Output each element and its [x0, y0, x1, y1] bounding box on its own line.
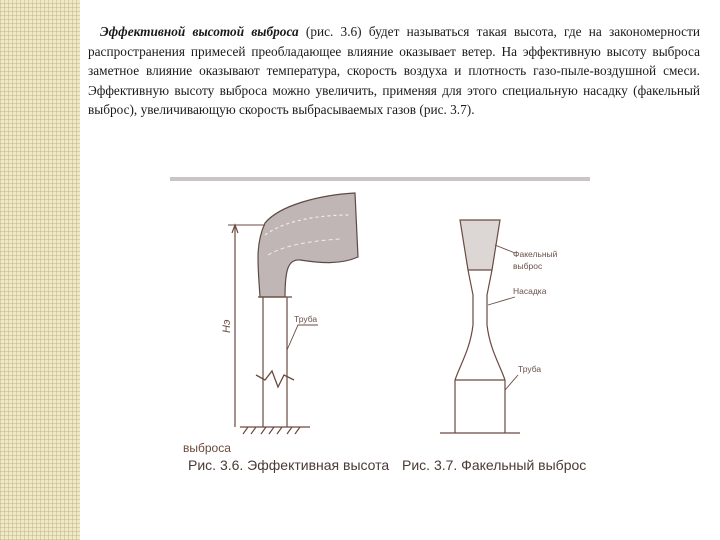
smoke-plume	[258, 193, 358, 297]
caption-figure-3-6: Рис. 3.6. Эффективная высота	[188, 457, 390, 473]
figures-scan	[170, 175, 590, 475]
pipe-label-right: Труба	[518, 364, 542, 374]
torch-plume	[460, 220, 500, 270]
body-paragraph	[88, 22, 700, 120]
caption-figure-3-7: Рис. 3.7. Факельный выброс	[402, 457, 587, 473]
torch-label-line2: выброс	[513, 261, 543, 271]
paragraph-text: (рис. 3.6) будет называться такая высота, где на закономерности распространения примесей преобладающее влияние оказывает ветер. На эффективную высоту выброса заметное влияние оказывают температура, скорость воздуха и плотность газо-пыле-воздушной смеси. Эффективную высоту выброса можно увеличить, применяя для этого специальную насадку (факельный выброс), увеличивающую скорость выбрасываемых газов (рис. 3.7).	[88, 24, 701, 118]
effective-height-label: Hэ	[221, 319, 233, 333]
figure-effective-height	[228, 193, 358, 434]
figure-torch-emission	[440, 220, 520, 433]
emphasized-term: Эффективной высотой выброса	[100, 24, 299, 39]
torch-label-line1: Факельный	[513, 249, 558, 259]
nozzle-label: Насадка	[513, 286, 547, 296]
pipe-label-left: Труба	[294, 314, 318, 324]
stray-caption-text: выброса	[183, 441, 231, 455]
decorative-side-strip	[0, 0, 80, 540]
